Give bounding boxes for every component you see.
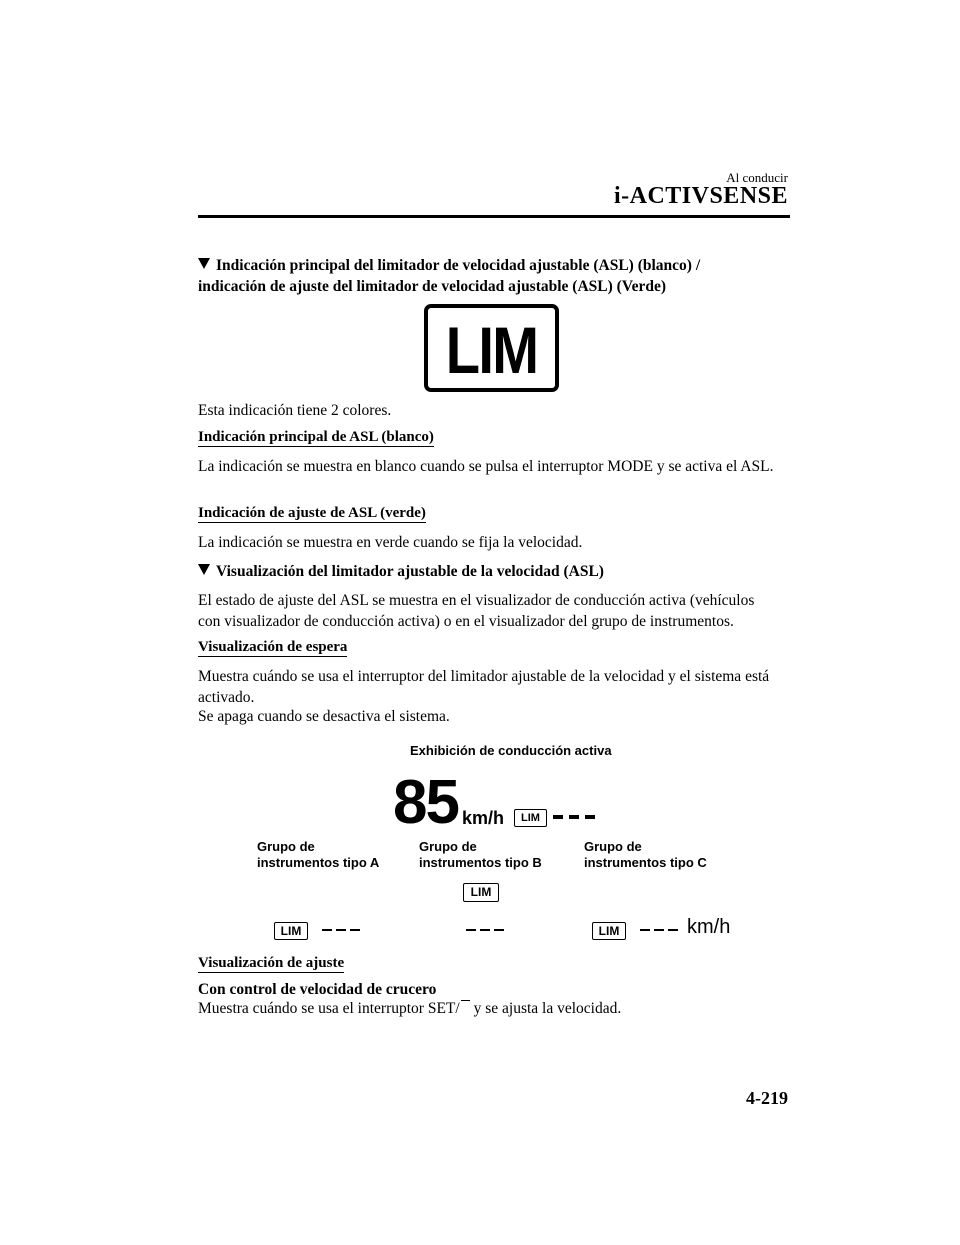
minus-icon <box>461 1000 470 1002</box>
paragraph-colors: Esta indicación tiene 2 colores. <box>198 402 392 419</box>
type-c-dash-3 <box>668 929 678 931</box>
type-a-dash-1 <box>322 929 332 931</box>
paragraph-standby-off: Se apaga cuando se desactiva el sistema. <box>198 708 450 725</box>
hud-dash-2 <box>569 815 579 819</box>
type-c-dash-1 <box>640 929 650 931</box>
section-title: i-ACTIVSENSE <box>613 183 788 209</box>
type-b-dash-3 <box>494 929 504 931</box>
paragraph-display-state: El estado de ajuste del ASL se muestra en el visualizador de conducción activa (vehículos con visualizador de conducción activa) o en el visualizador del grupo de instrumentos. <box>198 592 755 630</box>
hud-speed-value: 85 <box>393 768 458 837</box>
lim-icon-text: LIM <box>445 313 538 387</box>
triangle-bullet-icon <box>198 258 210 269</box>
hud-dash-1 <box>553 815 563 819</box>
subheading-standby: Visualización de espera <box>198 639 348 655</box>
group-label-a: Grupo de instrumentos tipo A <box>257 839 380 870</box>
type-c-speed-unit: km/h <box>687 916 731 938</box>
lim-indicator-icon <box>424 304 559 392</box>
subheading-setting-indication: Indicación de ajuste de ASL (verde) <box>198 505 426 521</box>
paragraph-set-speed: Muestra cuándo se usa el interruptor SET/ y se ajusta la velocidad. <box>198 1000 622 1017</box>
heading-asl-display: Visualización del limitador ajustable de la velocidad (ASL) <box>198 561 778 582</box>
type-c-lim-icon: LIM <box>592 922 626 940</box>
figure-caption-hud: Exhibición de conducción activa <box>410 743 612 758</box>
header-rule <box>198 215 790 218</box>
subheading-main-indication: Indicación principal de ASL (blanco) <box>198 429 434 445</box>
type-a-lim-icon: LIM <box>274 922 308 940</box>
hud-dash-3 <box>585 815 595 819</box>
paragraph-white-indication: La indicación se muestra en blanco cuando se pulsa el interruptor MODE y se activa el ASL. <box>198 458 774 475</box>
paragraph-green-indication: La indicación se muestra en verde cuando se fija la velocidad. <box>198 534 583 551</box>
cruise-control-heading: Con control de velocidad de crucero <box>198 981 437 998</box>
type-a-dash-3 <box>350 929 360 931</box>
page-number: 4-219 <box>746 1088 788 1108</box>
subheading-setting-display: Visualización de ajuste <box>198 955 345 971</box>
hud-speed-unit: km/h <box>462 808 505 828</box>
type-a-dash-2 <box>336 929 346 931</box>
type-b-lim-icon: LIM <box>463 883 499 902</box>
type-b-dash-1 <box>466 929 476 931</box>
triangle-bullet-icon <box>198 564 210 575</box>
group-label-c: Grupo de instrumentos tipo C <box>584 839 707 870</box>
chapter-label: Al conducir <box>726 170 788 185</box>
group-label-b: Grupo de instrumentos tipo B <box>419 839 542 870</box>
type-c-dash-2 <box>654 929 664 931</box>
heading-asl-indication: Indicación principal del limitador de velocidad ajustable (ASL) (blanco) / indicación de ajuste del limitador de velocidad ajustable (ASL) (Verde) <box>198 257 701 295</box>
hud-lim-icon: LIM <box>514 809 547 827</box>
paragraph-standby-on: Muestra cuándo se usa el interruptor del limitador ajustable de la velocidad y el sistema está activado. <box>198 668 770 706</box>
type-b-dash-2 <box>480 929 490 931</box>
